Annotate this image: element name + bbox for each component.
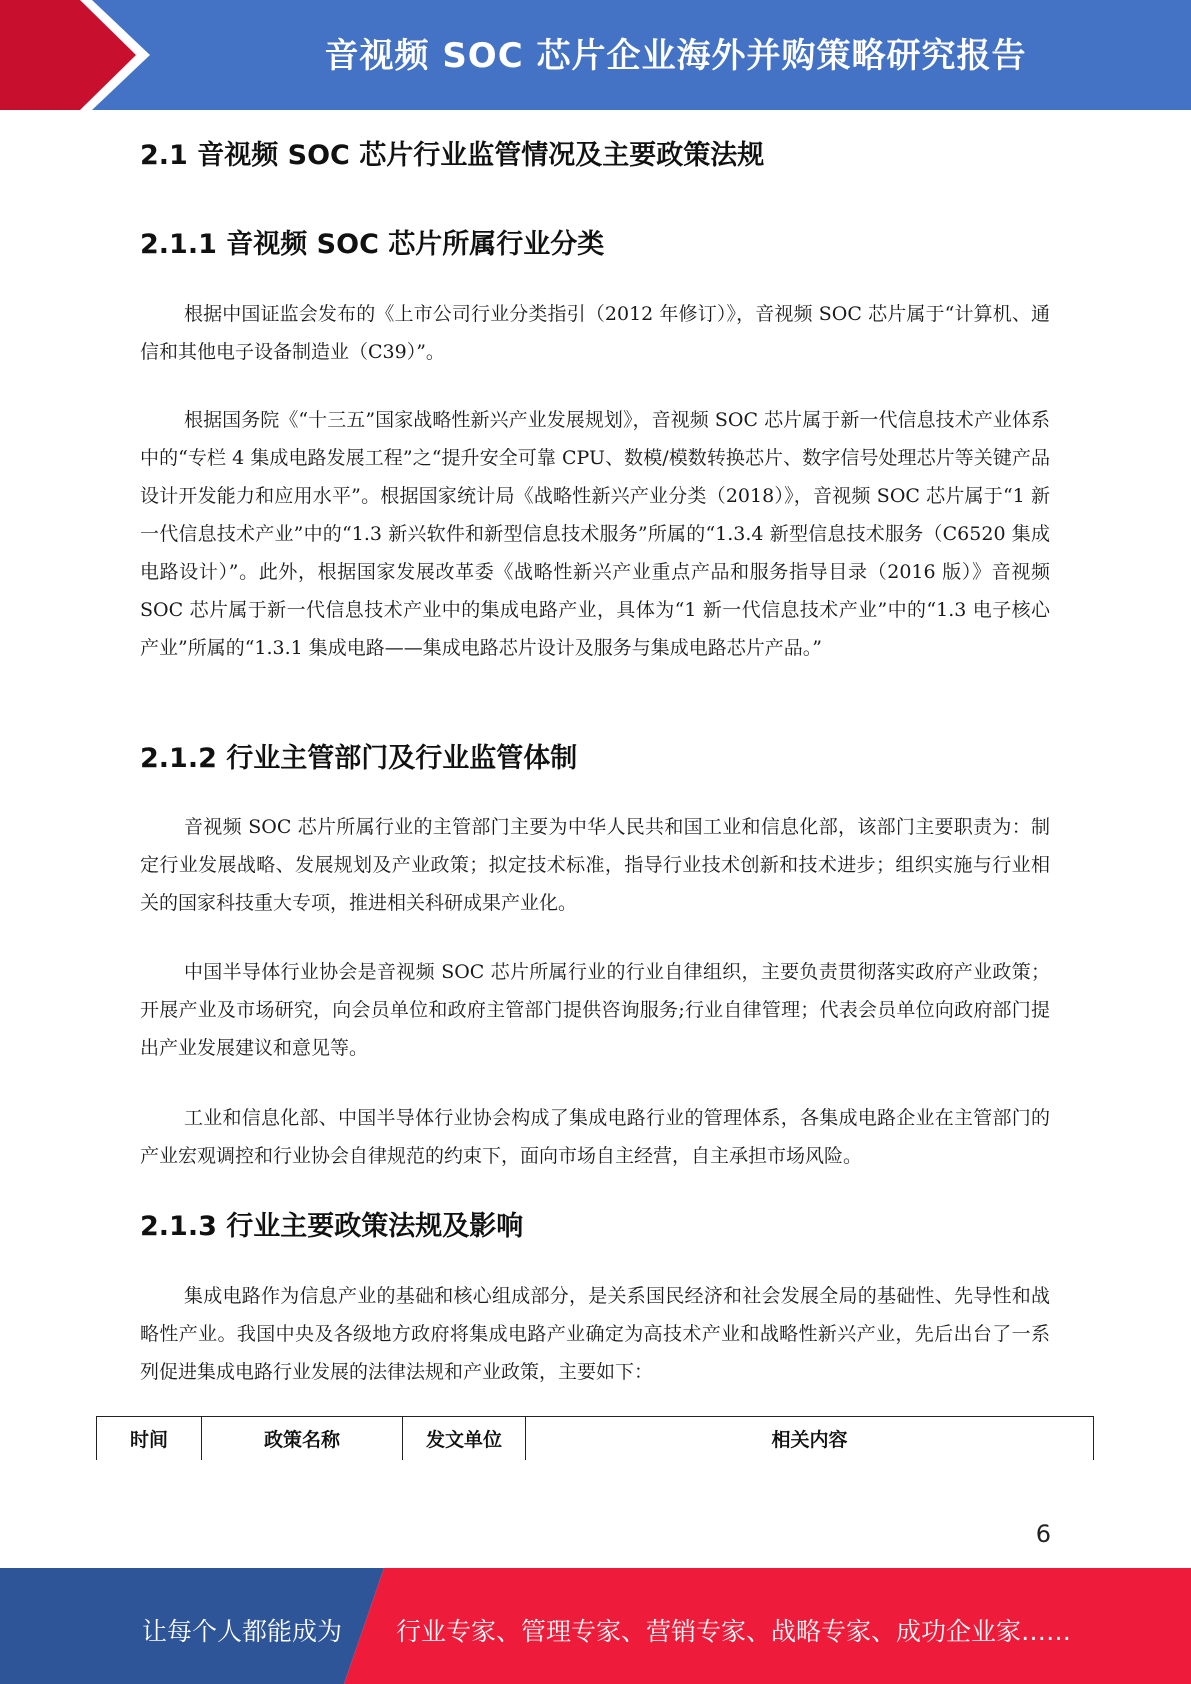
paragraph: 中国半导体行业协会是音视频 SOC 芯片所属行业的行业自律组织，主要负责贯彻落实政府产业政策；开展产业及市场研究，向会员单位和政府主管部门提供咨询服务;行业自律管理；代表会员单位向政府部门提出产业发展建议和意见等。 (140, 961, 1050, 1059)
section-heading-2-1-1: 2.1.1 音视频 SOC 芯片所属行业分类 (140, 229, 605, 260)
paragraph: 集成电路作为信息产业的基础和核心组成部分，是关系国民经济和社会发展全局的基础性、先导性和战略性产业。我国中央及各级地方政府将集成电路产业确定为高技术产业和战略性新兴产业，先后出台了一系列促进集成电路行业发展的法律法规和产业政策，主要如下： (140, 1285, 1050, 1383)
table-header-policy-name: 政策名称 (202, 1417, 403, 1461)
table-header-content: 相关内容 (526, 1417, 1094, 1461)
header-banner (0, 0, 1191, 110)
section-heading-2-1-2: 2.1.2 行业主管部门及行业监管体制 (140, 743, 578, 774)
section-heading-2-1-3: 2.1.3 行业主要政策法规及影响 (140, 1211, 524, 1242)
page-number: 6 (1035, 1520, 1051, 1548)
section-heading-2-1: 2.1 音视频 SOC 芯片行业监管情况及主要政策法规 (140, 140, 765, 171)
footer-slogan-left: 让每个人都能成为 (142, 1617, 343, 1646)
paragraph: 工业和信息化部、中国半导体行业协会构成了集成电路行业的管理体系，各集成电路企业在主管部门的产业宏观调控和行业协会自律规范的约束下，面向市场自主经营，自主承担市场风险。 (140, 1107, 1050, 1167)
footer-banner (0, 1568, 1191, 1684)
policy-table (96, 1416, 1094, 1460)
paragraph: 根据国务院《“十三五”国家战略性新兴产业发展规划》，音视频 SOC 芯片属于新一代信息技术产业体系中的“专栏 4 集成电路发展工程”之“提升安全可靠 CPU、数模/模数转换芯片、数字信号处理芯片等关键产品设计开发能力和应用水平”。根据国家统计局《战略性新兴产业分类（2018）》，音视频 SOC 芯片属于“1 新一代信息技术产业”中的“1.3 新兴软件和新型信息技术服务”所属的“1.3.4 新型信息技术服务（C6520 集成电路设计）”。此外，根据国家发展改革委《战略性新兴产业重点产品和服务指导目录（2016 版）》音视频 SOC 芯片属于新一代信息技术产业中的集成电路产业，具体为“1 新一代信息技术产业”中的“1.3 电子核心产业”所属的“1.3.1 集成电路——集成电路芯片设计及服务与集成电路芯片产品。” (140, 409, 1050, 659)
table-header-time: 时间 (97, 1417, 202, 1461)
paragraph: 根据中国证监会发布的《上市公司行业分类指引（2012 年修订）》，音视频 SOC 芯片属于“计算机、通信和其他电子设备制造业（C39）”。 (140, 303, 1050, 363)
table-header-issuer: 发文单位 (403, 1417, 526, 1461)
paragraph: 音视频 SOC 芯片所属行业的主管部门主要为中华人民共和国工业和信息化部，该部门主要职责为：制定行业发展战略、发展规划及产业政策；拟定技术标准，指导行业技术创新和技术进步；组织实施与行业相关的国家科技重大专项，推进相关科研成果产业化。 (140, 816, 1050, 914)
table-header-row (97, 1417, 1094, 1461)
report-title: 音视频 SOC 芯片企业海外并购策略研究报告 (324, 36, 1027, 76)
footer-slogan-right: 行业专家、管理专家、营销专家、战略专家、成功企业家…… (396, 1617, 1072, 1646)
